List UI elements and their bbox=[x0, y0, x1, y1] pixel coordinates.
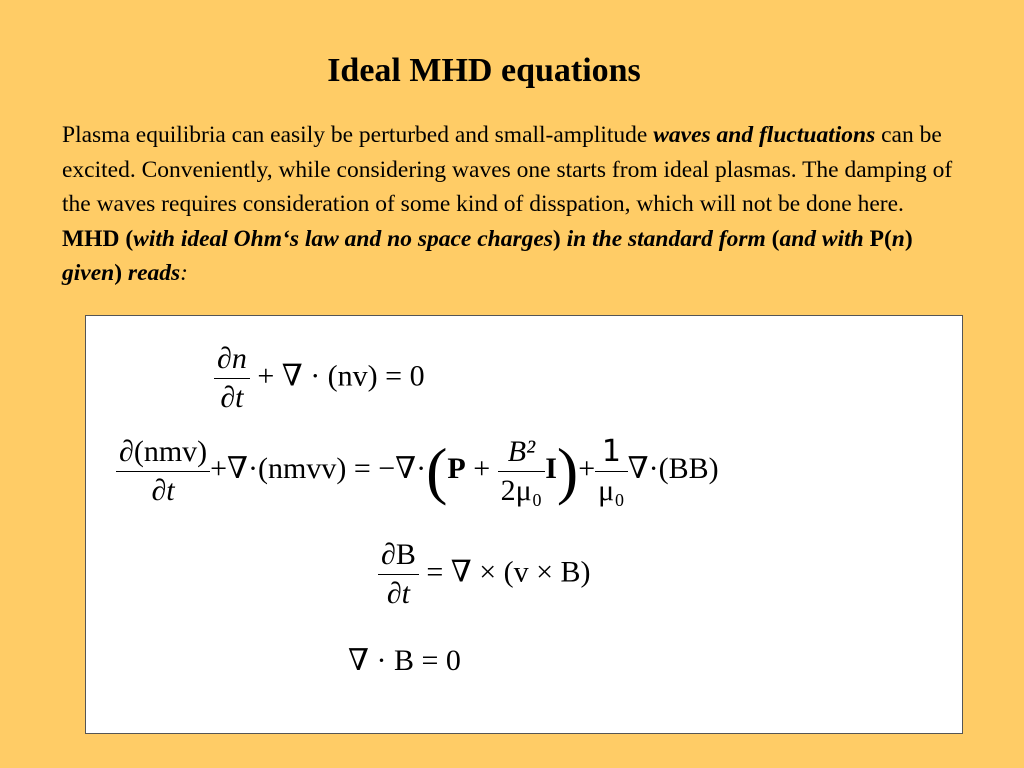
para-emph-waves: waves and fluctuations bbox=[653, 122, 876, 148]
maxwell-stress-term: ∇·(BB) bbox=[627, 451, 719, 485]
para-paren-open-2: ( bbox=[765, 225, 780, 252]
para-given: given bbox=[62, 260, 115, 286]
momentum-fraction bbox=[116, 435, 210, 508]
induction-rhs: = ∇ × (v × B) bbox=[426, 555, 591, 589]
mu0: μ₀ bbox=[598, 474, 625, 507]
para-text-2: can be excited. Conveniently, while considering waves one starts from ideal plasmas. The damping of the waves requires consideration of some kind of disspation, which will not be done here. bbox=[62, 122, 953, 217]
para-paren-open: ( bbox=[119, 225, 134, 252]
continuity-equation bbox=[214, 342, 425, 415]
momentum-denominator: ∂t bbox=[151, 473, 175, 507]
paren-right: ) bbox=[556, 435, 579, 506]
magnetic-pressure-fraction bbox=[498, 435, 546, 508]
para-emph-standard: in the standard form bbox=[566, 225, 766, 252]
para-paren-close: ) bbox=[552, 225, 567, 252]
continuity-rhs: + ∇ · (nv) = 0 bbox=[257, 359, 425, 393]
two-mu0: 2μ₀ bbox=[500, 473, 543, 507]
induction-equation bbox=[378, 538, 591, 611]
induction-denominator: ∂t bbox=[386, 577, 410, 610]
equations-box bbox=[85, 315, 963, 734]
induction-numerator: ∂B bbox=[378, 538, 419, 575]
slide-title: Ideal MHD equations bbox=[327, 52, 641, 89]
continuity-denominator: ∂t bbox=[220, 381, 244, 414]
continuity-numerator: ∂n bbox=[214, 342, 250, 379]
one: 1 bbox=[595, 434, 628, 472]
para-emph-ohm: with ideal Ohm‘s law and no space charges bbox=[133, 225, 553, 252]
para-colon: : bbox=[180, 260, 188, 286]
momentum-equation: $\frac{\text{∂(nmv)}}{\partial t}$ +∇·(nmvv) = −∇·(P + $\frac{\text{B²}}{\text{2μ₀}}$ I)+ $\frac{1}{\text{μ₀}}$ ∇·(BB) bbox=[116, 434, 719, 508]
pressure-tensor: P bbox=[447, 451, 466, 485]
para-reads: reads bbox=[127, 260, 181, 286]
momentum-numerator: ∂(nmv) bbox=[116, 435, 210, 472]
para-emph-andwith: and with bbox=[779, 225, 870, 252]
para-paren-close-3: ) bbox=[114, 260, 128, 286]
b-squared: B² bbox=[498, 435, 546, 472]
para-n: n bbox=[891, 225, 905, 252]
divergence-equation: ∇ · B = 0 bbox=[348, 644, 461, 677]
momentum-mid: +∇·(nmvv) = −∇· bbox=[210, 451, 427, 485]
para-text-1: Plasma equilibria can easily be perturbed and small-amplitude bbox=[62, 122, 654, 148]
induction-fraction bbox=[378, 538, 419, 611]
identity-tensor: I bbox=[545, 451, 557, 485]
para-paren-close-2: ) bbox=[904, 225, 913, 252]
intro-paragraph bbox=[62, 118, 962, 291]
inverse-mu0-fraction bbox=[595, 434, 628, 508]
continuity-fraction bbox=[214, 342, 250, 415]
paren-left: ( bbox=[426, 435, 448, 506]
para-pressure: P( bbox=[869, 225, 892, 252]
para-mhd: MHD bbox=[62, 225, 120, 252]
